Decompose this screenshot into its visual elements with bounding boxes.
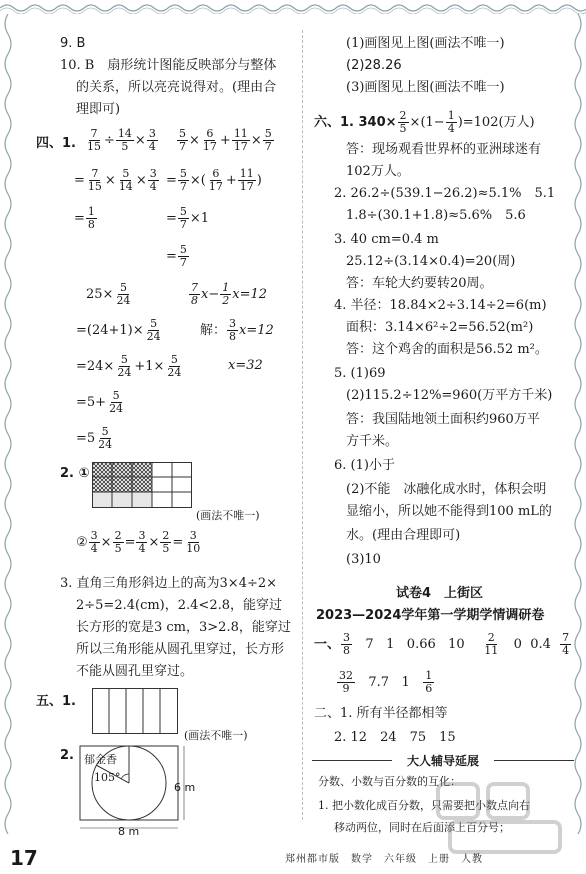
calc1-row2: = $\frac{7}{15}$ × $\frac{5}{14}$ × $\frac{3}{4}$ — [74, 167, 157, 193]
s6-q4-line3: 答：这个鸡舍的面积是56.52 m²。 — [346, 342, 548, 357]
extension-line2: 1. 把小数化成百分数，只需要把小数点向右 — [318, 799, 530, 812]
q2-expression: ② $\frac{3}{4}$ × $\frac{2}{5}$ = $\frac{3}{4}$ × $\frac{2}{5}$ = $\frac{3}{10}$ — [76, 529, 201, 555]
right-ans-1: (1)画图见上图(画法不唯一) — [346, 36, 505, 51]
fraction-grid — [92, 462, 192, 508]
right-ans-3: (3)画图见上图(画法不唯一) — [346, 80, 505, 95]
calc3-row1: 25× $\frac{5}{24}$ — [86, 281, 131, 307]
q3-line4: 所以三角形能从圆孔里穿过，长方形 — [76, 642, 285, 657]
s6-q1-expression: 六、1. 340× $\frac{2}{5}$ ×(1− $\frac{1}{4}$ )=102(万人) — [314, 109, 535, 135]
s5-q2-label: 2. — [60, 748, 74, 763]
calc3-row3: =24× $\frac{5}{24}$ +1× $\frac{5}{24}$ — [76, 353, 182, 379]
rectangle-division-figure — [92, 688, 178, 734]
calc3-row4: =5+ $\frac{5}{24}$ — [76, 389, 124, 415]
s6-q6-line4: 水。(理由合理即可) — [346, 528, 461, 543]
angle-label: 105° — [94, 771, 121, 784]
watermark-logo — [430, 778, 580, 858]
s6-q4-line2: 面积：3.14×6²÷2=56.52(m²) — [346, 320, 534, 335]
calc2-row3: = $\frac{5}{7}$ ×1 — [166, 205, 210, 231]
calc2-row4: = $\frac{5}{7}$ — [166, 243, 187, 269]
answer-q10-line2: 的关系，所以亮亮说得对。(理由合 — [76, 80, 277, 95]
s6-q1-answer2: 102万人。 — [346, 164, 410, 179]
s6-q2-line2: 1.8÷(30.1+1.8)≈5.6% 5.6 — [346, 208, 526, 223]
extension-section-title: 大人辅导延展 — [406, 754, 479, 768]
e2-line1: 二、1. 所有半径都相等 — [314, 706, 448, 721]
calc1-row1: $\frac{7}{15}$ ÷ $\frac{14}{5}$ × $\frac{3}{4}$ — [87, 127, 156, 153]
exam-subtitle: 2023—2024学年第一学期学情调研卷 — [316, 608, 545, 623]
q3-line1: 3. 直角三角形斜边上的高为3×4÷2× — [60, 576, 278, 591]
s6-q6-line5: (3)10 — [346, 552, 381, 567]
left-wave-border — [0, 14, 16, 834]
s6-q3-line3: 答：车轮大约要转20周。 — [346, 276, 493, 291]
calc3-row2: =(24+1)× $\frac{5}{24}$ — [76, 317, 161, 343]
answer-q10-line1: 10. B 扇形统计图能反映部分与整体 — [60, 58, 277, 73]
flower-label: 郁金香 — [84, 753, 117, 766]
answer-q10-line3: 理即可) — [76, 102, 121, 117]
s5-note: (画法不唯一) — [184, 729, 248, 742]
extension-line3: 移动两位，同时在后面添上百分号； — [334, 821, 510, 834]
e2-line2: 2. 12 24 75 15 — [334, 730, 456, 745]
s6-q1-answer1: 答：现场观看世界杯的亚洲球迷有 — [346, 142, 542, 157]
q2-note: (画法不唯一) — [196, 509, 260, 522]
q2-label: 2. ① — [60, 466, 90, 481]
s6-q6-line3: 显缩小，所以她不能得到100 mL的 — [346, 504, 552, 519]
footer-info: 郑州都市版 数学 六年级 上册 人教 — [285, 854, 483, 865]
s6-q4-line1: 4. 半径：18.84×2÷3.14÷2=6(m) — [334, 298, 547, 313]
section-five-label: 五、1. — [36, 694, 76, 709]
equation-row2: 解： $\frac{3}{8}$ x=12 — [200, 317, 274, 343]
equation-row3: x=32 — [228, 358, 263, 373]
section-four-label: 四、1. — [36, 136, 76, 151]
calc1-row3: = $\frac{1}{8}$ — [74, 205, 95, 231]
e1-row2: $\frac{32}{9}$ 7.7 1 $\frac{1}{6}$ — [339, 669, 433, 695]
answer-q9: 9. B — [60, 36, 86, 51]
q3-line3: 长方形的宽是3 cm，3>2.8，能穿过 — [76, 620, 291, 635]
exam-title: 试卷4 上街区 — [396, 586, 484, 601]
e1-row1: 一、 $\frac{3}{8}$ 7 1 0.66 10 $\frac{2}{11}$ 0 0.4 $\frac{7}{4}$ — [314, 631, 570, 657]
s6-q5-line2: (2)115.2÷12%=960(万平方千米) — [346, 388, 553, 403]
s6-q3-line1: 3. 40 cm=0.4 m — [334, 232, 439, 247]
s6-q2-line1: 2. 26.2÷(539.1−26.2)≈5.1% 5.1 — [334, 186, 556, 201]
calc3-row5: =5 $\frac{5}{24}$ — [76, 425, 113, 451]
extension-line1: 分数、小数与百分数的互化： — [318, 775, 461, 788]
s6-q6-line2: (2)不能 冰融化成水时，体积会明 — [346, 482, 547, 497]
s6-q5-line4: 方千米。 — [346, 434, 399, 449]
q3-line5: 不能从圆孔里穿过。 — [76, 664, 194, 679]
s6-q3-line2: 25.12÷(3.14×0.4)=20(周) — [346, 254, 516, 269]
q3-line2: 2÷5=2.4(cm)，2.4<2.8，能穿过 — [76, 598, 282, 613]
right-ans-2: (2)28.26 — [346, 58, 402, 73]
width-dimension: 8 m — [118, 825, 140, 838]
top-wave-border — [0, 0, 586, 14]
calc2-row1: $\frac{5}{7}$ × $\frac{6}{17}$ + $\frac{11}{17}$ × $\frac{5}{7}$ — [179, 127, 272, 153]
page-number: 17 — [10, 846, 38, 870]
s6-q6-line1: 6. (1)小于 — [334, 458, 395, 473]
s6-q5-line3: 答：我国陆地领土面积约960万平 — [346, 412, 540, 427]
s6-q5-line1: 5. (1)69 — [334, 366, 386, 381]
column-divider — [302, 30, 303, 820]
height-dimension: 6 m — [174, 781, 196, 794]
equation-row1: $\frac{7}{8}$ x− $\frac{1}{2}$ x=12 — [191, 281, 268, 307]
calc2-row2: = $\frac{5}{7}$ ×( $\frac{6}{17}$ + $\frac{11}{17}$ ) — [166, 167, 262, 193]
extension-section-header — [312, 752, 574, 768]
right-wave-border — [570, 14, 586, 834]
